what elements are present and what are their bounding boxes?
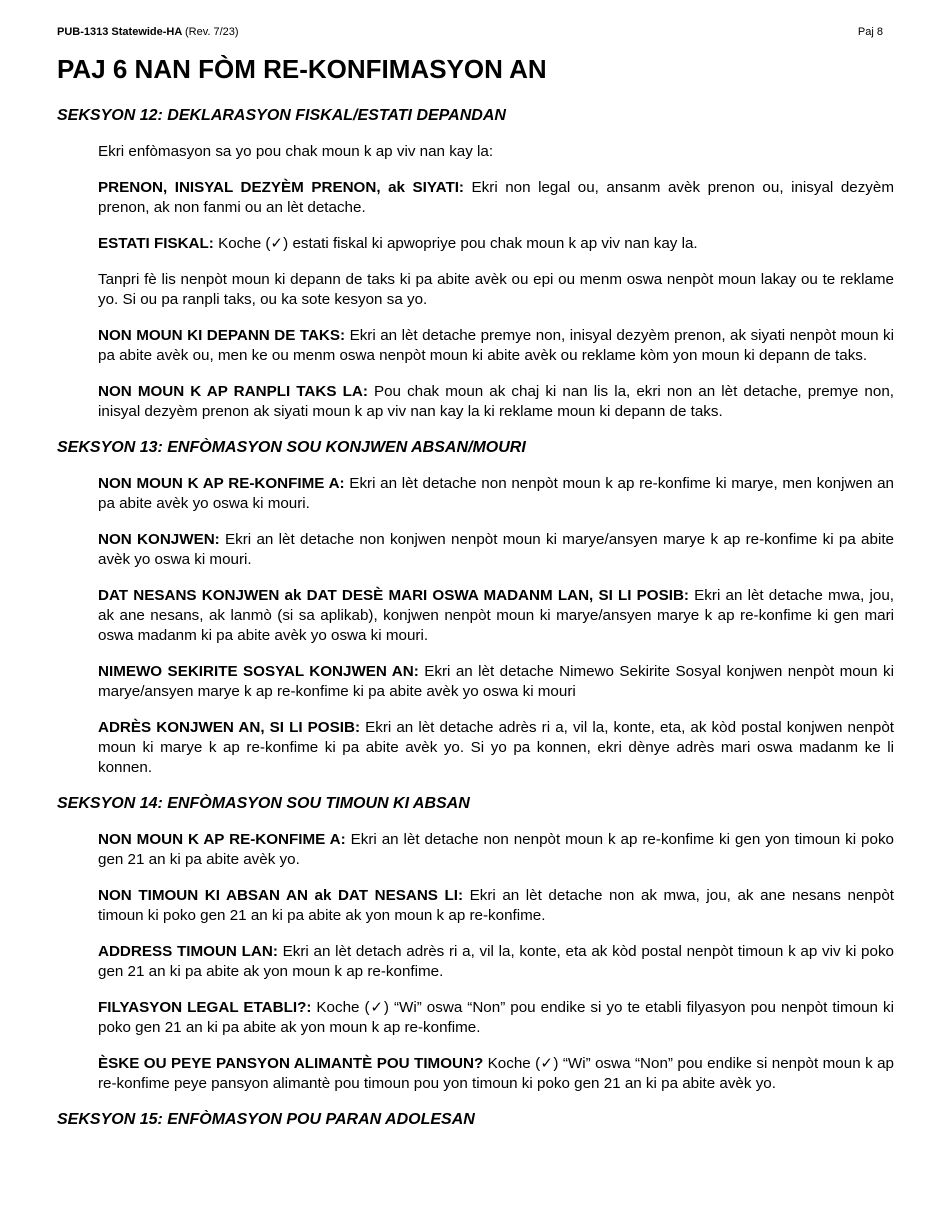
instruction-text: Ekri an lèt detache Nimewo Sekirite Sosyal konjwen nenpòt moun ki marye/ansyen marye k ap re-konfime ki pa abite avèk yo oswa ki mouri (98, 663, 895, 700)
field-label: NON MOUN K AP RE-KONFIME A: (98, 831, 346, 848)
instruction-paragraph (98, 178, 894, 218)
page-title: PAJ 6 NAN FÒM RE-KONFIMASYON AN (57, 54, 547, 84)
field-label: NON MOUN KI DEPANN DE TAKS: (98, 327, 346, 344)
field-label: NON KONJWEN: (98, 531, 220, 548)
instruction-text: Tanpri fè lis nenpòt moun ki depann de taks ki pa abite avèk ou epi ou menm oswa nenpòt moun lakay ou te reklame yo. Si ou pa ranpli taks, ou ka sote kesyon sa yo. (98, 271, 894, 308)
section-heading: SEKSYON 14: ENFÒMASYON SOU TIMOUN KI ABSAN (57, 795, 470, 812)
field-label: ÈSKE OU PEYE PANSYON ALIMANTÈ POU TIMOUN? (98, 1055, 484, 1072)
instruction-paragraph (98, 270, 894, 310)
instruction-text: Koche (✓) “Wi” oswa “Non” pou endike si nenpòt moun k ap re-konfime peye pansyon alimantè pou timoun pou yon timoun ki poko gen 21 an ki pa abite avèk yo. (98, 1055, 894, 1092)
instruction-paragraph (98, 942, 894, 982)
instruction-paragraph (98, 326, 894, 366)
instruction-text: Koche (✓) “Wi” oswa “Non” pou endike si yo te etabli filyasyon pou nenpòt timoun ki poko gen 21 an ki pa abite ak yon moun k ap re-konfime. (98, 999, 894, 1036)
instruction-paragraph (98, 530, 894, 570)
instruction-text: Ekri an lèt detache non konjwen nenpòt moun ki marye/ansyen marye k ap re-konfime ki pa abite avèk yo oswa ki mouri. (98, 531, 894, 568)
instruction-paragraph (98, 886, 894, 926)
instruction-paragraph (98, 830, 894, 870)
document-body (57, 106, 894, 1146)
field-label: PRENON, INISYAL DEZYÈM PRENON, ak SIYATI: (98, 179, 464, 196)
instruction-text: Ekri an lèt detach adrès ri a, vil la, konte, eta ak kòd postal nenpòt timoun k ap viv ki poko gen 21 an ki pa abite ak yon moun k ap re-konfime. (98, 943, 894, 980)
field-label: NON TIMOUN KI ABSAN AN ak DAT NESANS LI: (98, 887, 464, 904)
instruction-text: Ekri an lèt detache adrès ri a, vil la, konte, eta, ak kòd postal konjwen nenpòt moun ki marye k ap re-konfime ki pa abite avèk yo. Si yo pa konnen, ekri dènye adrès mari oswa madanm ke li konnen. (98, 719, 894, 776)
instruction-text: Ekri non legal ou, ansanm avèk prenon ou, inisyal dezyèm prenon, ak non fanmi ou an lèt detache. (98, 179, 894, 216)
instruction-text: Ekri an lèt detache non nenpòt moun k ap re-konfime ki marye, men konjwen an pa abite avèk yo oswa ki mouri. (98, 475, 894, 512)
instruction-text: Ekri an lèt detache non ak mwa, jou, ak ane nesans nenpòt timoun ki poko gen 21 an ki pa abite ak yon moun k ap re-konfime. (98, 887, 894, 924)
field-label: ADDRESS TIMOUN LAN: (98, 943, 278, 960)
field-label: NON MOUN K AP RE-KONFIME A: (98, 475, 345, 492)
field-label: NIMEWO SEKIRITE SOSYAL KONJWEN AN: (98, 663, 419, 680)
instruction-paragraph (98, 382, 894, 422)
instruction-paragraph (98, 1054, 894, 1094)
instruction-text: Ekri an lèt detache mwa, jou, ak ane nesans, ak lanmò (si sa aplikab), konjwen nenpòt moun ki marye/ansyen marye k ap re-konfime ki gen mari oswa madanm ki pa abite avèk yo oswa ki mouri. (98, 587, 894, 644)
section-heading: SEKSYON 12: DEKLARASYON FISKAL/ESTATI DEPANDAN (57, 107, 506, 124)
instruction-paragraph (98, 586, 894, 646)
instruction-text: Koche (✓) estati fiskal ki apwopriye pou chak moun k ap viv nan kay la. (213, 235, 698, 252)
field-label: DAT NESANS KONJWEN ak DAT DESÈ MARI OSWA MADANM LAN, SI LI POSIB: (98, 587, 689, 604)
section-heading: SEKSYON 13: ENFÒMASYON SOU KONJWEN ABSAN/MOURI (57, 439, 526, 456)
field-label: NON MOUN K AP RANPLI TAKS LA: (98, 383, 368, 400)
instruction-text: Ekri an lèt detache premye non, inisyal dezyèm prenon, ak siyati nenpòt moun ki pa abite avèk ou, men ke ou menm oswa nenpòt moun ki abite avèk ou reklame kòm yon moun ki depann de taks. (98, 327, 895, 364)
field-label: FILYASYON LEGAL ETABLI?: (98, 999, 312, 1016)
page-number: Paj 8 (857, 26, 883, 38)
field-label: ADRÈS KONJWEN AN, SI LI POSIB: (98, 719, 360, 736)
instruction-text: Ekri enfòmasyon sa yo pou chak moun k ap viv nan kay la: (98, 143, 494, 160)
instruction-paragraph (98, 142, 894, 162)
instruction-text: Ekri an lèt detache non nenpòt moun k ap re-konfime ki gen yon timoun ki poko gen 21 an ki pa abite avèk yo. (98, 831, 894, 868)
instruction-paragraph (98, 718, 894, 778)
form-id: PUB-1313 Statewide-HA (Rev. 7/23) (57, 26, 239, 38)
section-heading: SEKSYON 15: ENFÒMASYON POU PARAN ADOLESAN (57, 1111, 475, 1128)
field-label: ESTATI FISKAL: (98, 235, 214, 252)
instruction-paragraph (98, 474, 894, 514)
instruction-text: Pou chak moun ak chaj ki nan lis la, ekri non an lèt detache, premye non, inisyal dezyèm prenon ak siyati moun k ap viv nan kay la ki reklame moun ki depann de taks. (98, 383, 894, 420)
instruction-paragraph (98, 662, 894, 702)
revision-label: (Rev. 7/23) (184, 26, 239, 38)
page-header (57, 26, 883, 46)
instruction-paragraph (98, 998, 894, 1038)
instruction-paragraph (98, 234, 894, 254)
